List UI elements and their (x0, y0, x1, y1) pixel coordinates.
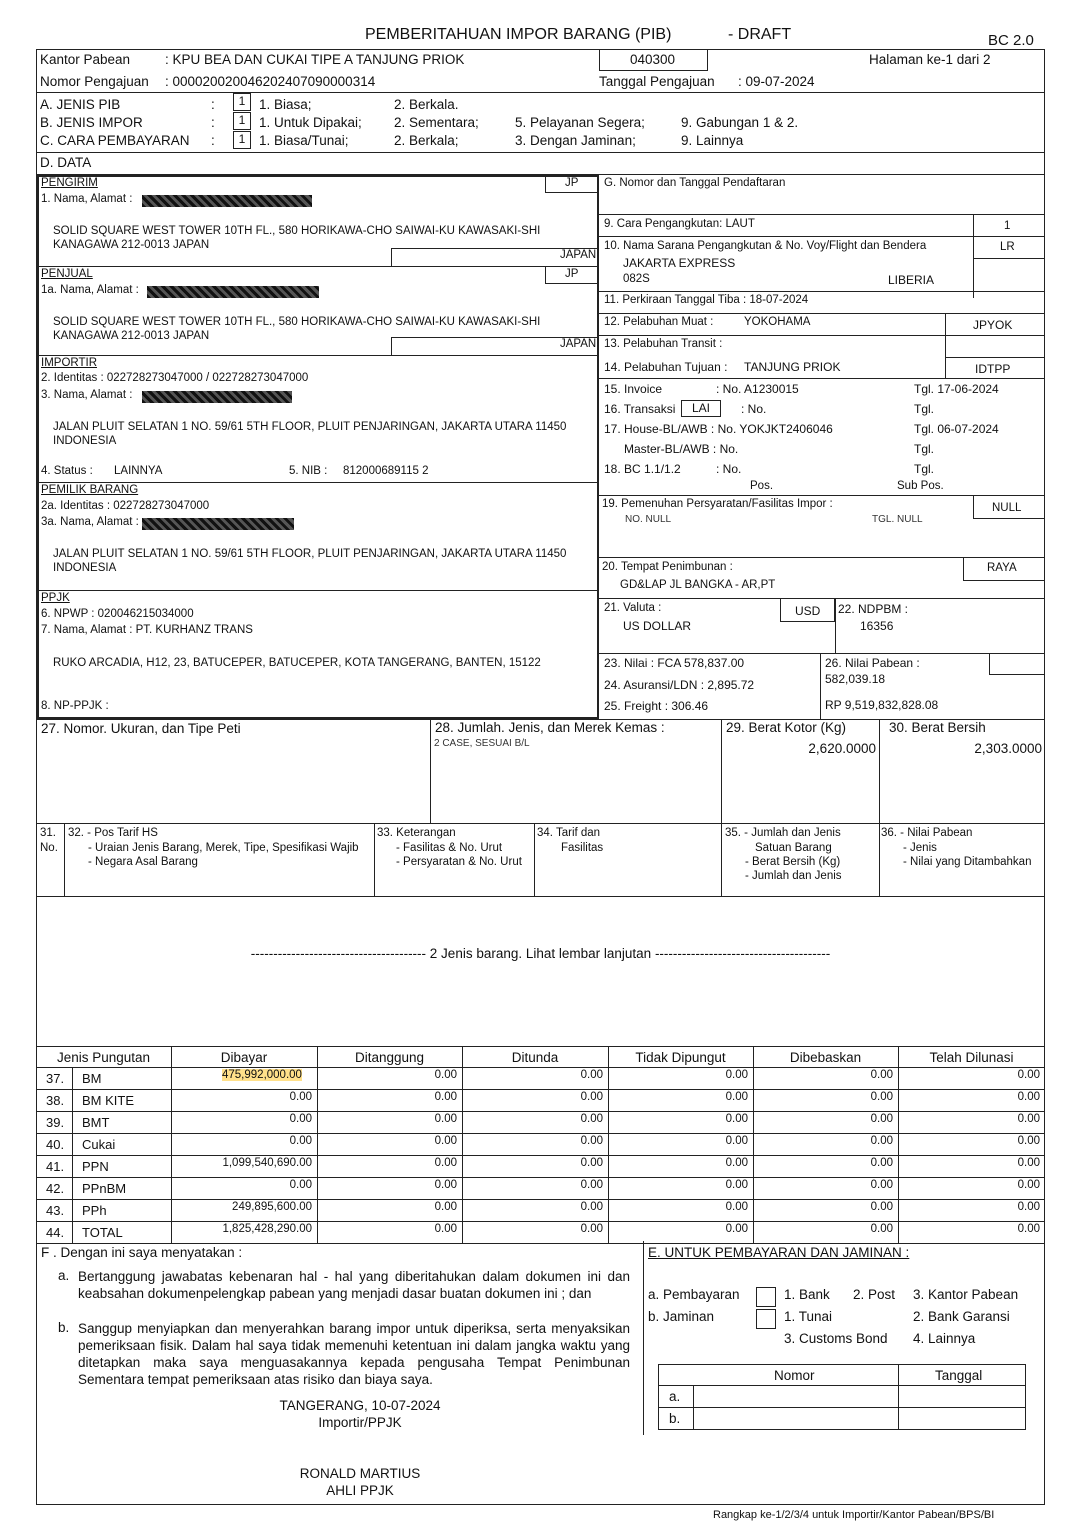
levy-rule (36, 1133, 1045, 1134)
pemilik-identitas: 2a. Identitas : 022728273047000 (41, 500, 210, 512)
col-35-header: - Berat Bersih (Kg) (745, 856, 841, 868)
declaration-marker: b. (58, 1320, 70, 1335)
tanggal-label: Tanggal Pengajuan (599, 74, 715, 89)
invoice-date: Tgl. 17-06-2024 (914, 382, 999, 396)
levy-cell: 0.00 (1017, 1157, 1040, 1169)
nilai-pabean-usd: 582,039.18 (825, 672, 886, 686)
levy-row-no: 41. (46, 1159, 65, 1174)
penjual-nama-label: 1a. Nama, Alamat : (41, 284, 139, 296)
levy-rule (462, 1047, 463, 1243)
levy-row-name: BM KITE (82, 1093, 135, 1108)
signer-name: RONALD MARTIUS (299, 1466, 421, 1481)
pembayaran-label: a. Pembayaran (648, 1287, 740, 1302)
levy-row-name: Cukai (82, 1137, 116, 1152)
ppjk-nama: 7. Nama, Alamat : PT. KURHANZ TRANS (41, 624, 253, 636)
jenis-pib-value: 1 (233, 93, 251, 111)
field-27: 27. Nomor. Ukuran, dan Tipe Peti (41, 721, 241, 736)
ppjk-heading: PPJK (41, 592, 70, 604)
levy-cell: 0.00 (580, 1201, 603, 1213)
berat-kotor: 2,620.0000 (808, 741, 876, 756)
ndpbm-value: 16356 (860, 619, 894, 633)
levy-cell: 0.00 (870, 1091, 893, 1103)
master-bl: Master-BL/AWB : No. (624, 442, 739, 456)
levy-row-no: 43. (46, 1203, 65, 1218)
payment-col-tanggal: Tanggal (935, 1368, 983, 1383)
pib-option: 1. Biasa; (259, 97, 312, 112)
levy-rule (72, 1067, 73, 1243)
field-10-code: LR (1000, 241, 1015, 253)
levy-row-name: PPN (82, 1159, 109, 1174)
jenis-impor-label: B. JENIS IMPOR (40, 115, 143, 130)
col-34-header: Fasilitas (561, 842, 604, 854)
importir-heading: IMPORTIR (41, 357, 98, 369)
payment-title: E. UNTUK PEMBAYARAN DAN JAMINAN : (648, 1245, 910, 1260)
levy-cell: 0.00 (289, 1091, 312, 1103)
levy-cell: 0.00 (1017, 1201, 1040, 1213)
valuta-name: US DOLLAR (623, 619, 692, 633)
levy-cell: 0.00 (870, 1179, 893, 1191)
nilai-pabean-rp: RP 9,519,832,828.08 (825, 698, 939, 712)
levy-rule (36, 1067, 1045, 1068)
penjual-address: SOLID SQUARE WEST TOWER 10TH FL., 580 HORIKAWA-CHO SAIWAI-KU KAWASAKI-SHI (53, 316, 541, 328)
levy-cell: 0.00 (870, 1113, 893, 1125)
penjual-country: JAPAN (560, 338, 597, 350)
bayar-option: 3. Dengan Jaminan; (515, 133, 636, 148)
kantor-code: 040300 (630, 52, 676, 67)
field-10: 10. Nama Sarana Pengangkutan & No. Voy/Flight dan Bendera (604, 240, 927, 252)
jaminan-option: 1. Tunai (784, 1309, 833, 1324)
col-34-header: 34. Tarif dan (537, 827, 601, 839)
transaksi-date: Tgl. (914, 402, 935, 416)
nib-value: 812000689115 2 (343, 465, 429, 477)
bc11-subpos: Sub Pos. (897, 480, 944, 492)
levy-cell: 0.00 (1017, 1135, 1040, 1147)
form-code: BC 2.0 (988, 32, 1034, 49)
levy-cell: 0.00 (289, 1113, 312, 1125)
colon: : (211, 133, 215, 148)
importir-identitas: 2. Identitas : 022728273047000 / 022728273047000 (41, 372, 309, 384)
levy-cell: 1,825,428,290.00 (222, 1223, 312, 1235)
col-32-header: 32. - Pos Tarif HS (68, 827, 158, 839)
voyage-no: 082S (623, 273, 650, 285)
field-9: 9. Cara Pengangkutan: LAUT (604, 218, 755, 230)
levy-cell: 0.00 (1017, 1069, 1040, 1081)
impor-option: 5. Pelayanan Segera; (515, 115, 645, 130)
field-12-code: JPYOK (973, 318, 1013, 332)
kantor-value: : KPU BEA DAN CUKAI TIPE A TANJUNG PRIOK (165, 52, 465, 67)
jaminan-option: 4. Lainnya (913, 1331, 976, 1346)
declaration-title: F . Dengan ini saya menyatakan : (41, 1245, 243, 1260)
col-31-header: No. (40, 842, 58, 854)
levy-cell: 0.00 (580, 1223, 603, 1235)
levy-row-name: TOTAL (82, 1225, 123, 1240)
vessel-name: JAKARTA EXPRESS (623, 256, 736, 270)
levy-row-no: 38. (46, 1093, 65, 1108)
place-date: TANGERANG, 10-07-2024 (279, 1398, 441, 1413)
levy-rule (36, 1089, 1045, 1090)
levy-cell: 0.00 (434, 1223, 457, 1235)
levy-rule (36, 1243, 1045, 1244)
field-12-value: YOKOHAMA (744, 316, 811, 328)
levy-header: Dibebaskan (789, 1050, 862, 1065)
valuta-code: USD (795, 604, 821, 618)
col-35-header: Satuan Barang (755, 842, 832, 854)
field-12-label: 12. Pelabuhan Muat : (604, 316, 714, 328)
field-19-no: NO. NULL (625, 514, 672, 525)
master-bl-date: Tgl. (914, 442, 935, 456)
redacted-name (142, 195, 312, 207)
field-21: 21. Valuta : (604, 602, 662, 614)
pemilik-address: JALAN PLUIT SELATAN 1 NO. 59/61 5TH FLOOR, PLUIT PENJARINGAN, JAKARTA UTARA 11450 (53, 548, 567, 560)
field-30: 30. Berat Bersih (889, 720, 986, 735)
levy-rule (898, 1047, 899, 1243)
payment-row-label: b. (669, 1411, 681, 1426)
levy-cell: 0.00 (870, 1223, 893, 1235)
levy-header: Tidak Dipungut (635, 1050, 726, 1065)
impor-option: 1. Untuk Dipakai; (259, 115, 362, 130)
levy-cell: 0.00 (870, 1201, 893, 1213)
pembayaran-box[interactable] (756, 1287, 776, 1307)
levy-cell: 249,895,600.00 (232, 1201, 312, 1213)
levy-header: Dibayar (220, 1050, 268, 1065)
document-title: PEMBERITAHUAN IMPOR BARANG (PIB) (365, 26, 672, 43)
levy-cell: 0.00 (870, 1069, 893, 1081)
bc11-pos: Pos. (750, 480, 774, 492)
levy-cell: 0.00 (580, 1069, 603, 1081)
field-15: 15. Invoice (604, 382, 663, 396)
col-36-header: 36. - Nilai Pabean (881, 827, 973, 839)
nib-label: 5. NIB : (289, 465, 328, 477)
pengirim-country: JAPAN (560, 249, 597, 261)
col-32-header: - Uraian Jenis Barang, Merek, Tipe, Spesifikasi Wajib (88, 842, 359, 854)
levy-cell: 0.00 (870, 1135, 893, 1147)
levy-header: Ditunda (511, 1050, 559, 1065)
penjual-address-2: KANAGAWA 212-0013 JAPAN (53, 330, 210, 342)
levy-row-name: BMT (82, 1115, 110, 1130)
col-33-header: 33. Keterangan (377, 827, 456, 839)
pemilik-heading: PEMILIK BARANG (41, 484, 139, 496)
col-36-header: - Jenis (903, 842, 937, 854)
levy-cell: 0.00 (434, 1069, 457, 1081)
field-24: 24. Asuransi/LDN : 2,895.72 (604, 678, 755, 692)
levy-header: Telah Dilunasi (929, 1050, 1014, 1065)
field-20-value: GD&LAP JL BANGKA - AR,PT (620, 579, 776, 591)
levy-row-name: PPh (82, 1203, 107, 1218)
transaksi-no: : No. (741, 402, 767, 416)
col-31-header: 31. (40, 827, 56, 839)
levy-rule (36, 1111, 1045, 1112)
levy-cell: 0.00 (580, 1091, 603, 1103)
levy-header: Jenis Pungutan (56, 1050, 151, 1065)
field-29: 29. Berat Kotor (Kg) (726, 720, 847, 735)
bayar-option: 2. Berkala; (394, 133, 459, 148)
draft-label: - DRAFT (728, 26, 792, 43)
nomor-label: Nomor Pengajuan (40, 74, 149, 89)
field-14-code: IDTPP (975, 362, 1011, 376)
redacted-name (142, 391, 292, 403)
levy-cell: 0.00 (289, 1135, 312, 1147)
colon: : (211, 115, 215, 130)
field-28: 28. Jumlah. Jenis, dan Merek Kemas : (435, 720, 665, 735)
jenis-impor-value: 1 (233, 112, 251, 130)
bc11-no: : No. (716, 462, 742, 476)
pembayaran-option: 1. Bank (784, 1287, 830, 1302)
berat-bersih: 2,303.0000 (974, 741, 1042, 756)
bc11-date: Tgl. (914, 462, 935, 476)
signer-title: AHLI PPJK (326, 1483, 394, 1498)
field-16: 16. Transaksi (604, 402, 676, 416)
levy-cell: 0.00 (725, 1113, 748, 1125)
bayar-option: 9. Lainnya (681, 133, 744, 148)
levy-row-name: BM (82, 1071, 102, 1086)
levy-cell: 0.00 (580, 1135, 603, 1147)
jaminan-label: b. Jaminan (648, 1309, 715, 1324)
field-g: G. Nomor dan Tanggal Pendaftaran (604, 177, 786, 189)
field-18: 18. BC 1.1/1.2 (604, 462, 681, 476)
importir-nama-label: 3. Nama, Alamat : (41, 389, 133, 401)
levy-cell: 0.00 (1017, 1179, 1040, 1191)
field-20: 20. Tempat Penimbunan : (602, 561, 733, 573)
pengirim-country-code: JP (565, 177, 579, 189)
levy-cell: 1,099,540,690.00 (222, 1157, 312, 1169)
pemilik-nama-label: 3a. Nama, Alamat : (41, 516, 139, 528)
vessel-flag: LIBERIA (888, 273, 935, 287)
continuation-note: --------------------------------------- 2 Jenis barang. Lihat lembar lanjutan --------------------------------------- (250, 946, 831, 961)
levy-cell: 0.00 (434, 1179, 457, 1191)
footer-note: Rangkap ke-1/2/3/4 untuk Importir/Kantor Pabean/BPS/BI (713, 1509, 995, 1521)
field-26: 26. Nilai Pabean : (825, 656, 920, 670)
levy-cell: 0.00 (289, 1179, 312, 1191)
penjual-heading: PENJUAL (41, 268, 93, 280)
impor-option: 9. Gabungan 1 & 2. (681, 115, 799, 130)
pengirim-address-2: KANAGAWA 212-0013 JAPAN (53, 239, 210, 251)
levy-cell: 0.00 (580, 1157, 603, 1169)
col-35-header: 35. - Jumlah dan Jenis (725, 827, 841, 839)
importir-address: JALAN PLUIT SELATAN 1 NO. 59/61 5TH FLOOR, PLUIT PENJARINGAN, JAKARTA UTARA 11450 (53, 421, 567, 433)
levy-row-no: 44. (46, 1225, 65, 1240)
col-35-header: - Jumlah dan Jenis (745, 870, 842, 882)
field-11: 11. Perkiraan Tanggal Tiba : 18-07-2024 (604, 294, 809, 306)
transaksi-code: LAI (681, 400, 721, 417)
page-indicator: Halaman ke-1 dari 2 (869, 52, 991, 67)
kantor-label: Kantor Pabean (40, 52, 131, 67)
redacted-name (142, 518, 294, 530)
nomor-value: : 000020020046202407090000314 (165, 74, 376, 89)
col-32-header: - Negara Asal Barang (88, 856, 198, 868)
levy-rule (171, 1047, 172, 1243)
levy-cell: 0.00 (1017, 1113, 1040, 1125)
levy-header: Ditanggung (354, 1050, 425, 1065)
levy-cell: 0.00 (725, 1201, 748, 1213)
jaminan-option: 2. Bank Garansi (913, 1309, 1010, 1324)
bayar-option: 1. Biasa/Tunai; (259, 133, 349, 148)
ppjk-address: RUKO ARCADIA, H12, 23, BATUCEPER, BATUCEPER, KOTA TANGERANG, BANTEN, 15122 (53, 657, 541, 669)
levy-cell: 0.00 (725, 1157, 748, 1169)
status-value: LAINNYA (114, 465, 163, 477)
declaration-a: Bertanggung jawabatas kebenaran hal - hal yang diberitahukan dalam dokumen ini dan keabsahan dokumenpelengkap pabean yang menjadi dasar buatan dokumen ini ; dan (78, 1269, 630, 1301)
cara-bayar-label: C. CARA PEMBAYARAN (40, 133, 190, 148)
field-23: 23. Nilai : FCA 578,837.00 (604, 656, 745, 670)
field-17: 17. House-BL/AWB : No. YOKJKT2406046 (604, 422, 833, 436)
levy-row-no: 39. (46, 1115, 65, 1130)
levy-row-no: 42. (46, 1181, 65, 1196)
cara-bayar-value: 1 (233, 131, 251, 149)
payment-col-nomor: Nomor (774, 1368, 815, 1383)
levy-cell-highlighted: 475,992,000.00 (222, 1069, 302, 1081)
levy-cell: 0.00 (725, 1135, 748, 1147)
levy-rule (36, 1199, 1045, 1200)
field-20-code: RAYA (987, 562, 1017, 574)
pembayaran-option: 3. Kantor Pabean (913, 1287, 1019, 1302)
levy-rule (36, 1177, 1045, 1178)
impor-option: 2. Sementara; (394, 115, 479, 130)
levy-row-name: PPnBM (82, 1181, 127, 1196)
levy-cell: 0.00 (1017, 1223, 1040, 1235)
levy-cell: 0.00 (870, 1157, 893, 1169)
pengirim-heading: PENGIRIM (41, 177, 98, 189)
pengirim-nama-label: 1. Nama, Alamat : (41, 193, 133, 205)
levy-cell: 0.00 (580, 1179, 603, 1191)
jaminan-box[interactable] (756, 1309, 776, 1329)
field-14-label: 14. Pelabuhan Tujuan : (604, 360, 728, 374)
col-36-header: - Nilai yang Ditambahkan (903, 856, 1032, 868)
field-22: 22. NDPBM : (838, 602, 909, 616)
kemas-value: 2 CASE, SESUAI B/L (434, 738, 530, 749)
pemilik-address-2: INDONESIA (53, 562, 117, 574)
col-33-header: - Persyaratan & No. Urut (396, 856, 522, 868)
levy-rule (317, 1047, 318, 1243)
field-19-code: NULL (992, 502, 1022, 514)
redacted-name (147, 286, 319, 298)
field-14-value: TANJUNG PRIOK (744, 360, 841, 374)
field-25: 25. Freight : 306.46 (604, 699, 709, 713)
levy-cell: 0.00 (725, 1069, 748, 1081)
levy-cell: 0.00 (725, 1179, 748, 1191)
levy-rule (36, 1155, 1045, 1156)
pengirim-address: SOLID SQUARE WEST TOWER 10TH FL., 580 HORIKAWA-CHO SAIWAI-KU KAWASAKI-SHI (53, 225, 541, 237)
field-19: 19. Pemenuhan Persyaratan/Fasilitas Impor : (602, 498, 833, 510)
invoice-no: : No. A1230015 (716, 382, 799, 396)
house-bl-date: Tgl. 06-07-2024 (914, 422, 999, 436)
pib-option: 2. Berkala. (394, 97, 459, 112)
levy-rule (753, 1047, 754, 1243)
col-33-header: - Fasilitas & No. Urut (396, 842, 503, 854)
pembayaran-option: 2. Post (853, 1287, 896, 1302)
levy-cell: 0.00 (725, 1091, 748, 1103)
levy-cell: 0.00 (580, 1113, 603, 1125)
levy-cell: 0.00 (434, 1135, 457, 1147)
np-ppjk: 8. NP-PPJK : (41, 700, 109, 712)
field-19-date: TGL. NULL (872, 514, 923, 525)
levy-cell: 0.00 (1017, 1091, 1040, 1103)
ppjk-npwp: 6. NPWP : 020046215034000 (41, 608, 194, 620)
levy-cell: 0.00 (434, 1157, 457, 1169)
section-d-title: D. DATA (40, 155, 92, 170)
levy-cell: 0.00 (725, 1223, 748, 1235)
levy-row-no: 37. (46, 1071, 65, 1086)
payment-row-label: a. (669, 1389, 681, 1404)
levy-rule (36, 1221, 1045, 1222)
levy-row-no: 40. (46, 1137, 65, 1152)
levy-rule (608, 1047, 609, 1243)
colon: : (211, 97, 215, 112)
levy-cell: 0.00 (434, 1201, 457, 1213)
jaminan-option: 3. Customs Bond (784, 1331, 888, 1346)
field-13: 13. Pelabuhan Transit : (604, 338, 723, 350)
importir-address-2: INDONESIA (53, 435, 117, 447)
signer-role: Importir/PPJK (318, 1415, 402, 1430)
jenis-pib-label: A. JENIS PIB (40, 97, 121, 112)
levy-cell: 0.00 (434, 1113, 457, 1125)
declaration-marker: a. (58, 1268, 70, 1283)
status-label: 4. Status : (41, 465, 93, 477)
penjual-country-code: JP (565, 268, 579, 280)
tanggal-value: : 09-07-2024 (738, 74, 815, 89)
levy-cell: 0.00 (434, 1091, 457, 1103)
field-9-code: 1 (1004, 220, 1011, 232)
declaration-b: Sanggup menyiapkan dan menyerahkan barang impor untuk diperiksa, serta menyaksikan pemeriksaan fisik. Dalam hal saya tidak memenuhi ketentuan ini dalam jangka waktu yang ditetapkan maka saya menguasakannya kepada pengusaha Tempat Penimbunan Sementara tempat pemeriksaan atas risiko dan biaya saya. (78, 1321, 630, 1387)
